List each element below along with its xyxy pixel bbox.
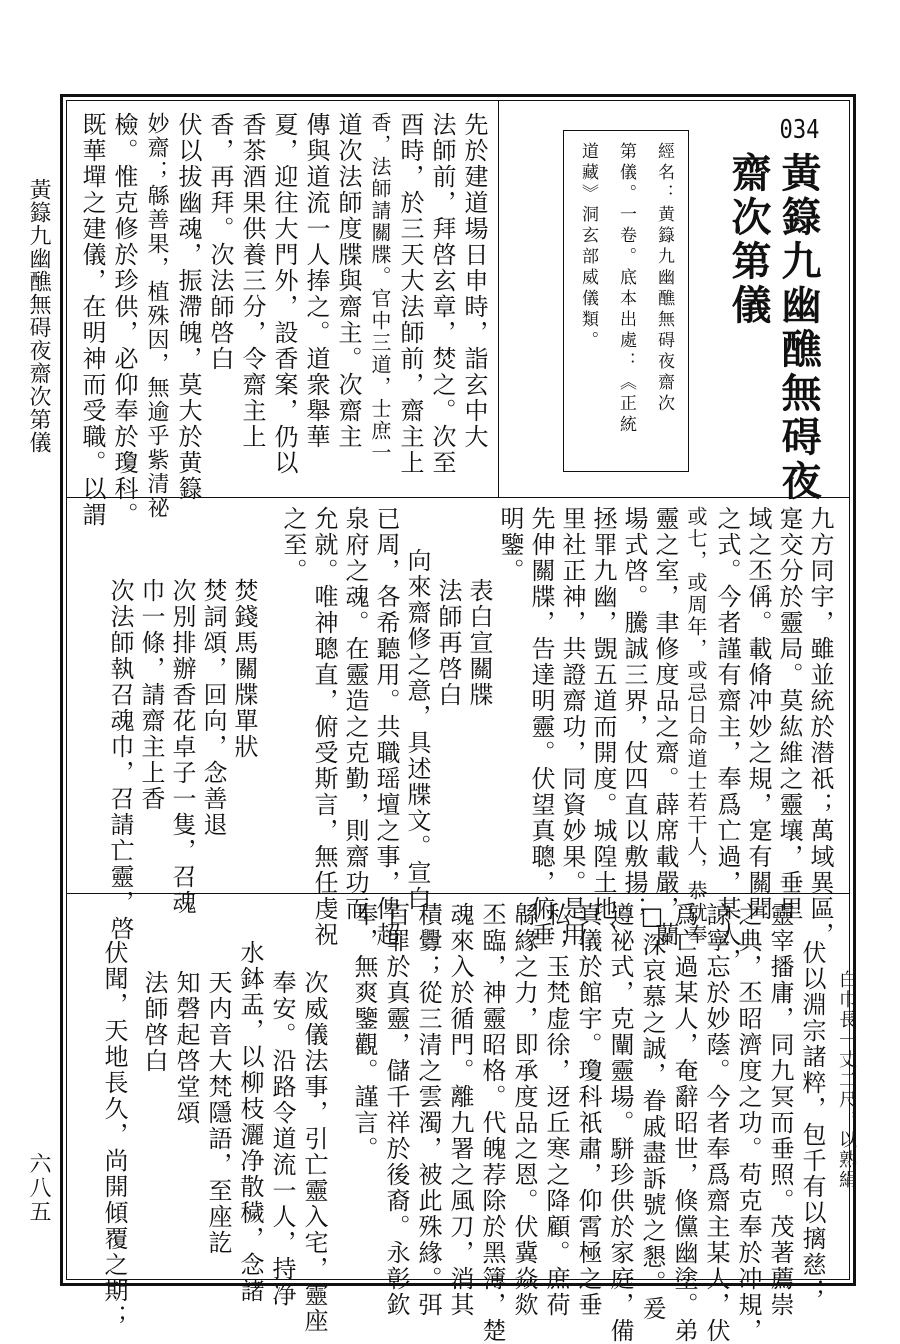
text-column: 允就。唯神聰直，俯受斯言，無任虔祝 <box>310 506 338 948</box>
text-column: 域之丕偁。載脩冲妙之規，寔有關聞 <box>744 506 772 922</box>
text-column: 寔交分於靈局。莫紘維之靈壤，垂里 <box>775 506 803 922</box>
text-column: 伏聞，天地長久，尚開傾覆之期； <box>100 940 128 1330</box>
heading-text: 次威儀法事，引亡靈入宅，靈座 <box>300 970 328 1334</box>
heading-text: 天内音大梵隱語，至座訖 <box>204 970 232 1256</box>
page-number: 六八五 <box>26 1152 51 1224</box>
text-column: 遵祕式，克闡靈場。駢珍供於家庭，備 <box>606 902 634 1344</box>
heading-text: 焚錢馬關牒單狀 <box>230 578 258 760</box>
text-column: 九方同宇，雖並統於潜祇；萬域異區， <box>806 506 834 948</box>
text-column: 妙齋；緜善果，植殊因，無逾乎紫清祕 <box>144 112 169 520</box>
text-column: 之至。 <box>279 506 307 584</box>
entry-number: 034 <box>779 115 820 145</box>
text-column: 香茶酒果供養三分，令齋主上 <box>238 112 266 450</box>
text-column: 百罪於真靈，儲千祥於後裔。永彰欽 <box>382 902 410 1318</box>
heading-text: 法師啓白 <box>140 970 168 1074</box>
info-line: 第儀。一卷。底本出處：《正統 <box>616 142 636 436</box>
heading-text: 次法師執召魂巾，召請亡靈，啓 <box>106 578 134 942</box>
heading-text: 水鉢盂，以柳枝灑净散穢，念諸 <box>236 940 264 1304</box>
heading-text: 焚詞頌，回向，念善退 <box>199 578 227 838</box>
text-column: 夏，迎往大門外，設香案，仍以 <box>270 112 298 476</box>
text-column: □深哀慕之誠，眷戚盡訴號之懇。爰 <box>638 902 666 1322</box>
text-column: 泉府之魂。在靈造之克勤，則齋功而 <box>341 506 369 922</box>
title-line-1: 黃籙九幽醮無碍夜 <box>775 152 821 504</box>
text-column: 先伸關牒，告達明靈。伏望真聰，俯垂 <box>527 506 555 948</box>
text-column: 靈之室，聿修度品之齋。薜席載嚴，蘭 <box>651 506 679 948</box>
text-column: 靈宰播庸，同九冥而垂照。茂著薦崇 <box>766 902 794 1318</box>
text-column: 積釁；從三清之雲濁，被此殊緣。弭 <box>414 902 442 1318</box>
text-column: 魂來入於循門。離九署之風刀，消其 <box>446 902 474 1318</box>
text-column: 向來齋修之意，具述牒文。宣白 <box>403 548 431 912</box>
text-column: 既華墠之建儀，在明神而受職。以謂 <box>78 112 106 528</box>
text-column: 丕臨，神靈昭格。代魄荐除於黑簿，楚 <box>478 902 506 1344</box>
title-line-2: 齋次第儀 <box>725 152 771 328</box>
heading-text: 次別排辦香花卓子一隻，召魂 <box>168 578 196 916</box>
text-column: 酉時，於三天大法師前，齋主上 <box>396 112 424 476</box>
text-column: 私；玉梵虚徐，迓丘寒之降顧。庶荷 <box>542 902 570 1318</box>
text-column: 或七，或周年，或忌日命道士若干人，恭就奉 <box>684 506 708 946</box>
text-column: 香，再拜。次法師啓白 <box>206 112 234 372</box>
text-column: 緜緣之力，即承度品之恩。伏冀焱欻 <box>510 902 538 1318</box>
text-column: 場式啓。騰誠三界，仗四直以敷揚； <box>620 506 648 922</box>
heading-text: 表白宣關牒 <box>465 578 493 708</box>
text-column: 爲亡過某人，奄辭昭世，倏儻幽塗。弟 <box>670 902 698 1344</box>
running-title: 黃籙九幽醮無碍夜齋次第儀 <box>26 178 51 454</box>
text-column: 已周，各希聽用。共職瑶壇之事，俾超 <box>372 506 400 948</box>
text-column: 伏以拔幽魂，振滯魄，莫大於黄籙 <box>174 112 202 502</box>
text-column: 拯罪九幽，覬五道而開度。城隍土地、 <box>589 506 617 948</box>
text-column: 檢。惟克修於珍供，必仰奉於瓊科。 <box>110 112 138 528</box>
text-column: 明鑒。 <box>496 506 524 584</box>
text-column: 之典，丕昭濟度之功。苟克奉於冲規， <box>734 902 762 1344</box>
heading-text: 巾一條，請齋主上香 <box>137 578 165 812</box>
divider-title-column <box>498 100 499 497</box>
text-column: 先於建道場日申時，詣玄中大 <box>460 112 488 450</box>
text-column: 香，法師請關牒。官中三道，士庶一 <box>368 112 392 464</box>
text-column: 真儀於館宇。瓊科祇肅，仰霄極之垂 <box>574 902 602 1318</box>
info-line: 道藏》洞玄部威儀類。 <box>578 142 598 352</box>
text-column: 奉，無爽鑒觀。謹言。 <box>350 902 378 1162</box>
text-column: 傳與道流一人捧之。道衆舉華 <box>302 112 330 450</box>
heading-text: 知磬起啓堂頌 <box>172 970 200 1126</box>
text-column: 道次法師度牒與齋主。次齋主 <box>334 112 362 450</box>
text-column: 之式。今者謹有齋主，奉爲亡過，某人， <box>713 506 741 974</box>
text-column: 伏以淵宗諸粹，包千有以摛慈； <box>798 940 826 1304</box>
text-column: 法師前，拜啓玄章，焚之。次至 <box>428 112 456 476</box>
heading-text: 法師再啓白 <box>434 578 462 708</box>
info-line: 經名：黄籙九幽醮無碍夜齋次 <box>654 142 674 415</box>
heading-text: 白巾長一丈二尺，以熟絹 <box>836 970 857 1190</box>
text-column: 里社正神，共證齋功，同資妙果。是用 <box>558 506 586 948</box>
heading-text: 奉安。沿路令道流一人，持净 <box>268 970 296 1308</box>
text-column: 諒寧忘於妙蔭。今者奉爲齋主某人，伏 <box>702 902 730 1344</box>
